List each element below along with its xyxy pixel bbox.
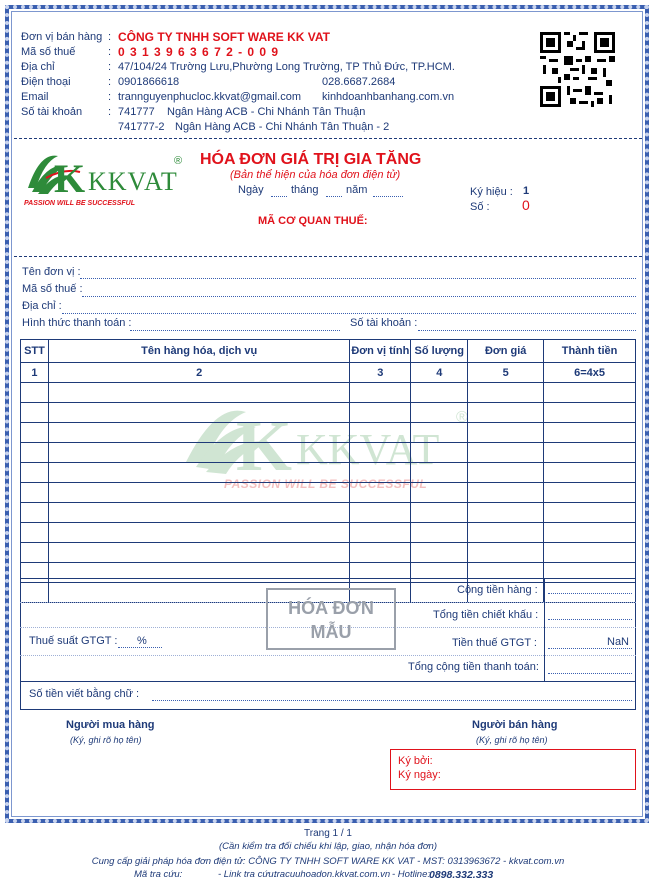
index-cell: 6=4x5 — [544, 363, 636, 383]
table-row — [21, 543, 636, 563]
seller-tax-label: Mã số thuế — [21, 46, 76, 58]
svg-text:KKVAT: KKVAT — [88, 167, 178, 196]
table-row — [21, 463, 636, 483]
header-unit: Đơn vị tính — [350, 340, 411, 363]
grand-total-label: Tổng cộng tiền thanh toán: — [408, 661, 539, 673]
table-row — [21, 383, 636, 403]
table-header-row — [21, 340, 636, 363]
logo-slogan: PASSION WILL BE SUCCESSFUL — [24, 200, 135, 207]
signed-date-label: Ký ngày: — [398, 769, 441, 781]
sample-stamp-line2: MẪU — [310, 622, 352, 642]
svg-text:®: ® — [174, 155, 183, 167]
header-stt: STT — [21, 340, 49, 363]
date-year-field — [373, 196, 403, 197]
buyer-signature-title: Người mua hàng — [66, 719, 155, 731]
seller-account-label: Số tài khoản — [21, 106, 83, 118]
table-row — [21, 523, 636, 543]
svg-text:K: K — [236, 406, 293, 486]
invoice-subtitle: (Bản thể hiện của hóa đơn điện tử) — [230, 169, 401, 181]
discount-field — [548, 619, 632, 620]
index-cell: 2 — [48, 363, 349, 383]
in-words-label: Số tiền viết bằng chữ : — [29, 688, 140, 700]
table-row — [21, 483, 636, 503]
subtotal-label: Cộng tiền hàng : — [457, 584, 538, 596]
signed-by-label: Ký bởi: — [398, 755, 433, 767]
divider-header — [14, 256, 642, 257]
grand-total-field — [548, 673, 632, 674]
index-cell: 1 — [21, 363, 49, 383]
divider-seller — [14, 138, 642, 139]
hotline-label: - Hotline: — [392, 869, 431, 880]
vat-amount-value: NaN — [607, 636, 630, 648]
index-cell: 4 — [411, 363, 468, 383]
header-amount: Thành tiền — [544, 340, 636, 363]
buyer-tax-field — [82, 296, 636, 297]
date-year-label: năm — [346, 184, 368, 196]
seller-unit-label: Đơn vị bán hàng — [21, 31, 103, 43]
lookup-code-label: Mã tra cứu: — [134, 869, 183, 880]
check-note: (Cần kiểm tra đối chiếu khi lập, giao, nhận hóa đơn) — [218, 841, 438, 852]
buyer-account-label: Số tài khoản : — [350, 317, 418, 329]
date-month-field — [326, 196, 342, 197]
svg-text:®: ® — [456, 409, 468, 426]
provider-note: Cung cấp giải pháp hóa đơn điện tử: CÔNG TY TNHH SOFT WARE KK VAT - MST: 0313963672 - kkvat.com.vn — [91, 856, 565, 867]
seller-signature-title: Người bán hàng — [472, 719, 558, 731]
index-cell: 3 — [350, 363, 411, 383]
buyer-payment-label: Hình thức thanh toán : — [22, 317, 132, 329]
seller-address-label: Địa chỉ — [21, 61, 55, 73]
seller-email-label: Email — [21, 91, 49, 103]
buyer-tax-label: Mã số thuế : — [22, 283, 83, 295]
tax-authority-code-label: MÃ CƠ QUAN THUẾ: — [258, 215, 368, 227]
seller-phone-label: Điện thoại — [21, 76, 71, 88]
table-row — [21, 503, 636, 523]
index-cell: 5 — [468, 363, 544, 383]
seller-account2-bank: Ngân Hàng ACB - Chi Nhánh Tân Thuận - 2 — [175, 121, 390, 133]
subtotal-field — [548, 593, 632, 594]
buyer-payment-field — [130, 330, 340, 331]
svg-text:KKVAT: KKVAT — [296, 425, 440, 474]
hotline-value[interactable]: 0898.332.333 — [429, 869, 494, 881]
seller-account2-no: 741777-2 — [118, 121, 165, 133]
page-number: Trang 1 / 1 — [304, 828, 352, 839]
header-unit-price: Đơn giá — [468, 340, 544, 363]
number-label: Số : — [470, 201, 490, 213]
buyer-address-label: Địa chỉ : — [22, 300, 62, 312]
seller-account1-no: 741777 — [118, 106, 155, 118]
qr-code — [540, 32, 615, 107]
watermark-slogan: PASSION WILL BE SUCCESSFUL — [224, 477, 428, 491]
seller-website: kinhdoanhbanhang.com.vn — [322, 91, 455, 103]
vat-rate-label: Thuế suất GTGT : — [29, 635, 118, 647]
buyer-account-field — [418, 330, 636, 331]
sample-stamp — [266, 588, 396, 650]
symbol-label: Ký hiệu : — [470, 186, 513, 198]
symbol-value: 1 — [523, 185, 530, 197]
seller-phone-value: 0901866618 — [118, 76, 180, 88]
date-day-field — [271, 196, 287, 197]
vat-rate-unit: % — [137, 635, 147, 647]
buyer-unit-field — [80, 278, 636, 279]
discount-label: Tổng tiền chiết khấu : — [433, 609, 539, 621]
seller-signature-note: (Ký, ghi rõ họ tên) — [476, 735, 548, 745]
vat-rate-field — [118, 647, 162, 648]
date-day-label: Ngày — [238, 184, 264, 196]
vat-amount-label: Tiền thuế GTGT : — [452, 637, 537, 649]
seller-unit-value: CÔNG TY TNHH SOFT WARE KK VAT — [118, 30, 330, 44]
table-row — [21, 403, 636, 423]
lookup-link[interactable]: tracuuhoadon.kkvat.com.vn — [274, 869, 391, 880]
buyer-address-field — [62, 313, 636, 314]
in-words-field — [152, 700, 632, 701]
table-index-row — [21, 363, 636, 383]
table-row — [21, 443, 636, 463]
seller-address-value: 47/104/24 Trường Lưu,Phường Long Trường, TP Thủ Đức, TP.HCM. — [118, 61, 455, 73]
seller-account1-bank: Ngân Hàng ACB - Chi Nhánh Tân Thuận — [167, 106, 366, 118]
header-item-name: Tên hàng hóa, dịch vụ — [48, 340, 349, 363]
sample-stamp-line1: HÓA ĐƠN — [288, 598, 374, 618]
invoice-title: HÓA ĐƠN GIÁ TRỊ GIA TĂNG — [200, 151, 422, 168]
svg-text:K: K — [54, 156, 86, 201]
number-value: 0 — [522, 197, 530, 213]
lookup-link-label: - Link tra cứu: — [218, 869, 277, 880]
table-row — [21, 423, 636, 443]
date-month-label: tháng — [291, 184, 319, 196]
seller-email-value: trannguyenphucloc.kkvat@gmail.com — [118, 91, 301, 103]
seller-phone-value-2: 028.6687.2684 — [322, 76, 396, 88]
seller-tax-value: 0 3 1 3 9 6 3 6 7 2 - 0 0 9 — [118, 45, 280, 59]
header-quantity: Số lượng — [411, 340, 468, 363]
buyer-unit-label: Tên đơn vị : — [22, 266, 81, 278]
buyer-signature-note: (Ký, ghi rõ họ tên) — [70, 735, 142, 745]
items-table — [20, 339, 636, 603]
